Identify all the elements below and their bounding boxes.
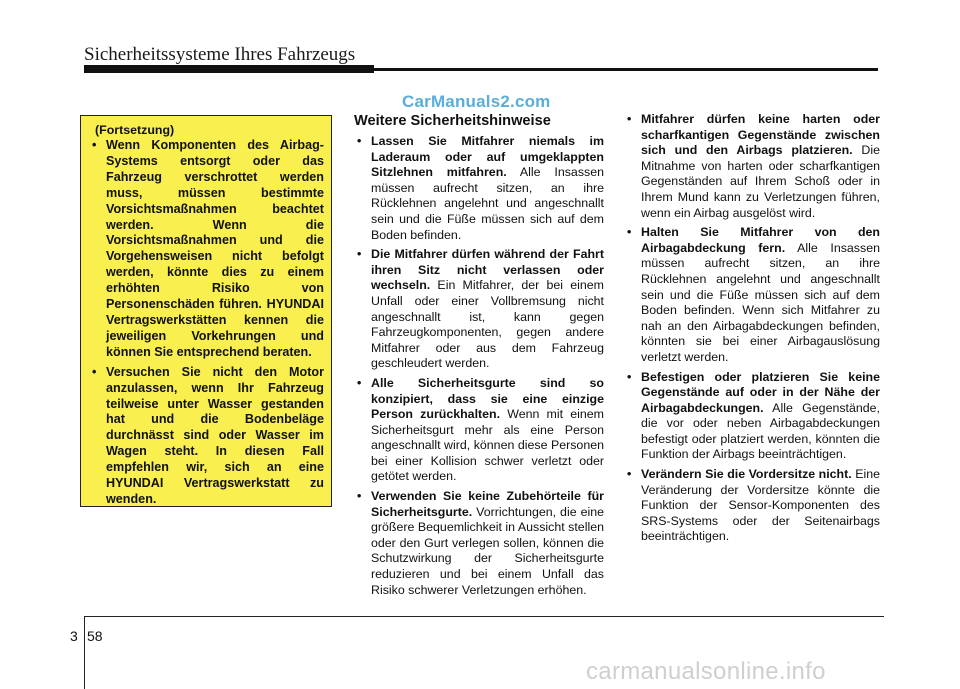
page-header-title: Sicherheitssysteme Ihres Fahrzeugs <box>84 44 356 65</box>
footer-divider <box>84 616 85 689</box>
list-item <box>624 112 880 221</box>
warning-item <box>89 365 324 508</box>
item-text: Alle Gegenstände, die vor oder neben Airbagabdeckungen befestigt oder platziert werden, könnten die Funktion der Airbags beeinträchtigen. <box>641 400 880 462</box>
bullet: • <box>92 138 97 152</box>
header-rule-thin <box>374 68 878 71</box>
item-lead: Die Mitfahrer dürfen während der Fahrt ihren Sitz nicht verlassen oder wechseln. <box>371 247 604 293</box>
list-item <box>624 225 880 365</box>
bullet: • <box>357 375 362 390</box>
list-item <box>354 489 604 598</box>
right-column <box>624 112 880 549</box>
item-text: Die Mitnahme von harten oder scharfkantigen Gegenständen auf Ihrem Schoß oder in Ihrem Mund kann zu Verletzungen führen, wenn ein Airbag ausgelöst wird. <box>641 143 880 220</box>
item-lead: Befestigen oder platzieren Sie keine Gegenstände auf oder in der Nähe der Airbagabdeckungen. <box>641 369 880 415</box>
section-title: Weitere Sicherheitshinweise <box>354 113 551 129</box>
header-rule-thick <box>84 65 374 73</box>
item-text: Vorrichtungen, die eine größere Bequemlichkeit in Aussicht stellen oder den Gurt verlegen sollen, können die Schutzwirkung der Sicherheitsgurte reduzieren und bei einem Unfall das Risiko schwerer Verletzungen erhöhen. <box>371 504 604 597</box>
warning-text: Wenn Komponenten des Airbag-Systems entsorgt oder das Fahrzeug verschrottet werden muss, müssen bestimmte Vorsichtsmaßnahmen beachtet werden. Wenn die Vorsichtsmaßnahmen und die Vorgehensweisen nicht befolgt werden, könnte dies zu einem erhöhten Risiko von Personenschäden führen. HYUNDAI Vertragswerkstätten kennen die jeweiligen Vorkehrungen und können Sie entsprechend beraten. <box>106 138 324 359</box>
chapter-number: 3 <box>70 628 78 644</box>
warning-item <box>89 138 324 361</box>
warning-box <box>80 115 332 507</box>
watermark-top: CarManuals2.com <box>402 92 551 111</box>
watermark-bottom: carmanualsonline.info <box>586 658 826 685</box>
item-lead: Verändern Sie die Vordersitze nicht. <box>641 467 852 482</box>
list-item <box>354 376 604 485</box>
bullet: • <box>627 467 632 482</box>
bullet: • <box>92 364 97 379</box>
warning-text: Versuchen Sie nicht den Motor anzulassen, wenn Ihr Fahrzeug teilweise unter Wasser gestanden hat und die Bodenbeläge durchnässt sind oder Wasser im Wagen steht. In diesen Fall empfehlen wir, sich an eine HYUNDAI Vertragswerkstatt zu wenden. <box>106 364 324 506</box>
list-item <box>624 370 880 464</box>
item-text: Eine Veränderung der Vordersitze könnte die Funktion der Sensor-Komponenten des SRS-Systems oder der Seitenairbags beeinträchtigen. <box>641 467 880 544</box>
item-lead: Alle Sicherheitsgurte sind so konzipiert, dass sie eine einzige Person zurückhalten. <box>371 375 604 422</box>
list-item <box>354 134 604 243</box>
bullet: • <box>357 247 362 262</box>
list-item <box>624 467 880 545</box>
bullet: • <box>357 489 362 504</box>
item-text: Alle Insassen müssen aufrecht sitzen, an ihre Rücklehnen angelehnt und angeschnallt sein und die Füße müssen sich auf dem Boden befinden. <box>371 165 604 242</box>
item-text: Ein Mitfahrer, der bei einem Unfall oder einer Vollbremsung nicht angeschnallt ist, kann gegen Fahrzeugkomponenten, gegen andere Mitfahrer oder aus dem Fahrzeug geschleudert werden. <box>371 278 604 371</box>
item-text: Alle Insassen müssen aufrecht sitzen, an ihre Rücklehnen angelehnt und angeschnallt sein und die Füße müssen sich auf dem Boden befinden. Wenn sich Mitfahrer zu nah an den Airbagabdeckungen befinden, könnten sie bei einer Airbagauslösung verletzt werden. <box>641 240 880 364</box>
bullet: • <box>357 134 362 148</box>
item-text: Wenn mit einem Sicherheitsgurt mehr als eine Person angeschnallt wird, können diese Personen bei einer Kollision schwer verletzt oder getötet werden. <box>371 407 604 484</box>
footer-rule <box>84 616 884 617</box>
bullet: • <box>627 369 632 384</box>
bullet: • <box>627 225 632 240</box>
bullet: • <box>627 112 632 126</box>
item-lead: Mitfahrer dürfen keine harten oder scharfkantigen Gegenstände zwischen sich und den Airbags platzieren. <box>641 112 880 158</box>
list-item <box>354 247 604 372</box>
item-lead: Verwenden Sie keine Zubehörteile für Sicherheitsgurte. <box>371 489 604 519</box>
middle-column <box>354 112 604 602</box>
item-lead: Halten Sie Mitfahrer von den Airbagabdeckung fern. <box>641 225 880 255</box>
page-number: 58 <box>87 628 103 644</box>
continuation-label: (Fortsetzung) <box>95 123 175 137</box>
item-lead: Lassen Sie Mitfahrer niemals im Laderaum oder auf umgeklappten Sitzlehnen mitfahren. <box>371 134 604 180</box>
